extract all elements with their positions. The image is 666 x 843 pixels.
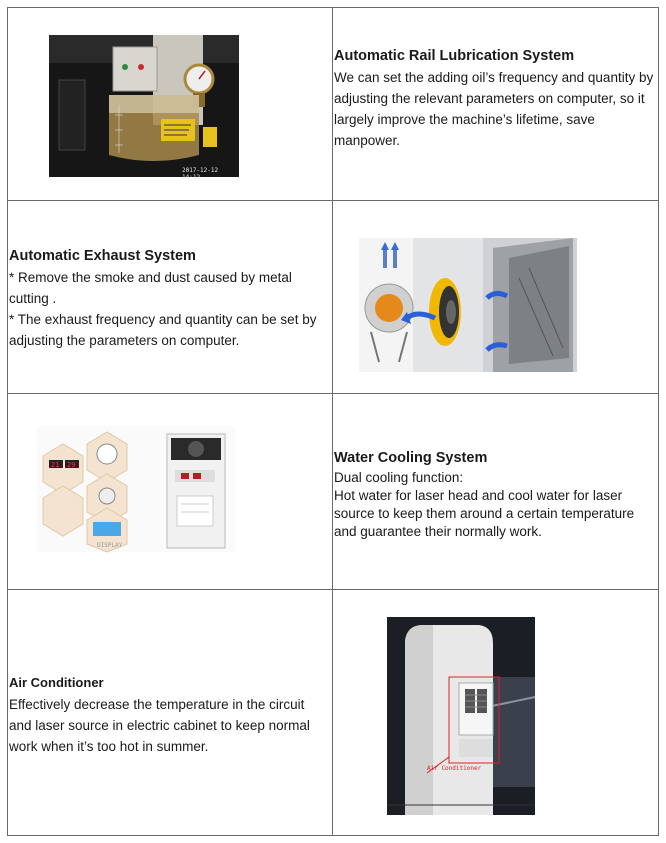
section-title: Water Cooling System [334,450,488,466]
lubrication-text [334,45,656,151]
table-border-top [7,7,659,8]
body-line: largely improve the machine’s lifetime, save [334,112,595,127]
row-divider [7,589,659,590]
water-cooling-text [334,447,656,541]
body-line: and guarantee their normally work. [334,524,542,539]
body-line: source to keep them around a certain temperature [334,506,635,521]
lubrication-pump-photo [49,35,239,181]
body-line: Effectively decrease the temperature in the circuit [9,697,305,712]
section-title: Automatic Exhaust System [9,248,196,264]
body-line: and laser source in electric cabinet to keep normal [9,718,310,733]
table-border-bottom [7,835,659,836]
water-chiller-photo [37,426,235,552]
body-line: Dual cooling function: [334,470,464,485]
body-line: * The exhaust frequency and quantity can be set by [9,312,317,327]
photo-timestamp: 2017-12-12 14:12 [182,167,219,181]
body-line: Hot water for laser head and cool water for laser [334,488,623,503]
body-line: We can set the adding oil’s frequency and quantity by [334,70,654,85]
column-divider [332,7,333,836]
exhaust-text [9,245,329,351]
body-line: adjusting the relevant parameters on computer, so it [334,91,645,106]
photo-label: DISPLAY [97,542,123,549]
body-line: work when it’s too hot in summer. [9,739,209,754]
body-line: adjusting the parameters on computer. [9,333,240,348]
row-divider [7,200,659,201]
section-title: Automatic Rail Lubrication System [334,48,575,64]
feature-table [7,7,659,836]
table-border-left [7,7,8,836]
table-border-right [658,7,659,836]
photo-label: Air Conditioner [427,765,482,772]
air-conditioner-photo [387,617,535,815]
row-divider [7,393,659,394]
body-line: cutting . [9,291,57,306]
exhaust-fan-photo [359,238,577,372]
svg-text:29: 29 [67,461,76,469]
body-line: manpower. [334,133,401,148]
svg-text:21: 21 [51,461,60,469]
section-title: Air Conditioner [9,675,104,690]
air-conditioner-text [9,672,329,757]
body-line: * Remove the smoke and dust caused by metal [9,270,292,285]
